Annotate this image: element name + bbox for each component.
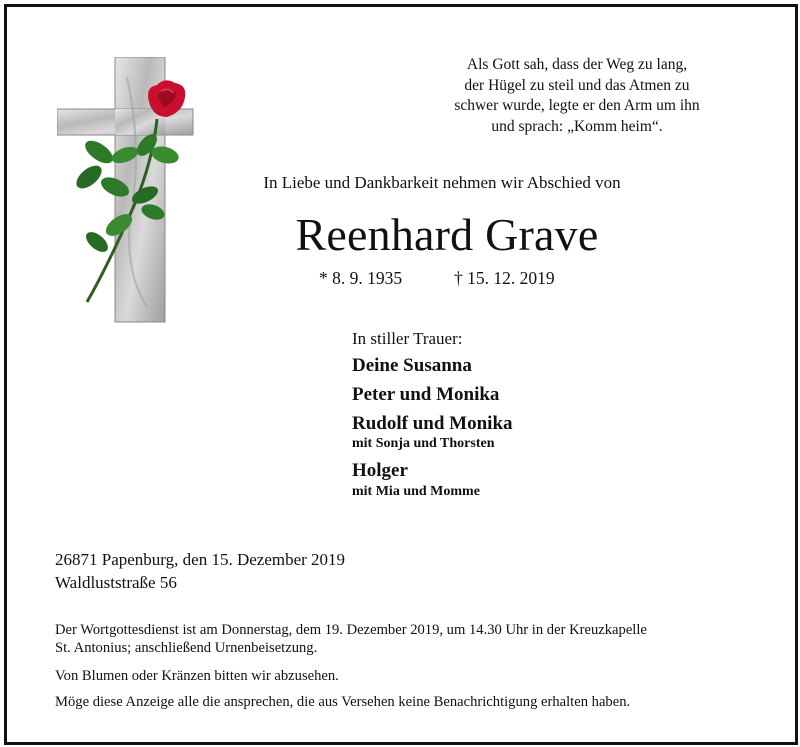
poem-line: der Hügel zu steil und das Atmen zu <box>464 76 690 94</box>
service-line: St. Antonius; anschließend Urnenbeisetzung. <box>55 640 318 657</box>
notification-note: Möge diese Anzeige alle die ansprechen, die aus Versehen keine Benachrichtigung erhalten haben. <box>55 694 631 710</box>
place-address <box>55 548 345 594</box>
service-info <box>55 621 775 657</box>
intro-text: In Liebe und Dankbarkeit nehmen wir Abschied von <box>263 173 621 192</box>
flowers-note: Von Blumen oder Kränzen bitten wir abzusehen. <box>55 668 339 684</box>
mourners-heading: In stiller Trauer: <box>352 329 463 348</box>
family-member: Deine Susanna <box>352 355 472 376</box>
family-member-sub: mit Sonja und Thorsten <box>352 436 495 451</box>
place-date: 26871 Papenburg, den 15. Dezember 2019 <box>55 550 346 569</box>
family-member: Peter und Monika <box>352 384 500 405</box>
service-line: Der Wortgottesdienst ist am Donnerstag, dem 19. Dezember 2019, um 14.30 Uhr in der Kreuzkapelle <box>55 622 647 638</box>
cross-with-rose-icon <box>57 57 207 329</box>
poem-line: schwer wurde, legte er den Arm um ihn <box>454 97 700 114</box>
poem <box>427 55 727 137</box>
family-member: Rudolf und Monika <box>352 413 513 434</box>
death-date: † 15. 12. 2019 <box>454 268 555 288</box>
family-member: Holger <box>352 460 408 481</box>
birth-date: * 8. 9. 1935 <box>319 268 403 288</box>
street-address: Waldluststraße 56 <box>55 573 177 592</box>
poem-line: und sprach: „Komm heim“. <box>491 117 663 135</box>
family-member-sub: mit Mia und Momme <box>352 484 480 499</box>
obituary-frame <box>4 4 798 745</box>
poem-line: Als Gott sah, dass der Weg zu lang, <box>466 56 688 73</box>
deceased-name: Reenhard Grave <box>295 209 599 260</box>
